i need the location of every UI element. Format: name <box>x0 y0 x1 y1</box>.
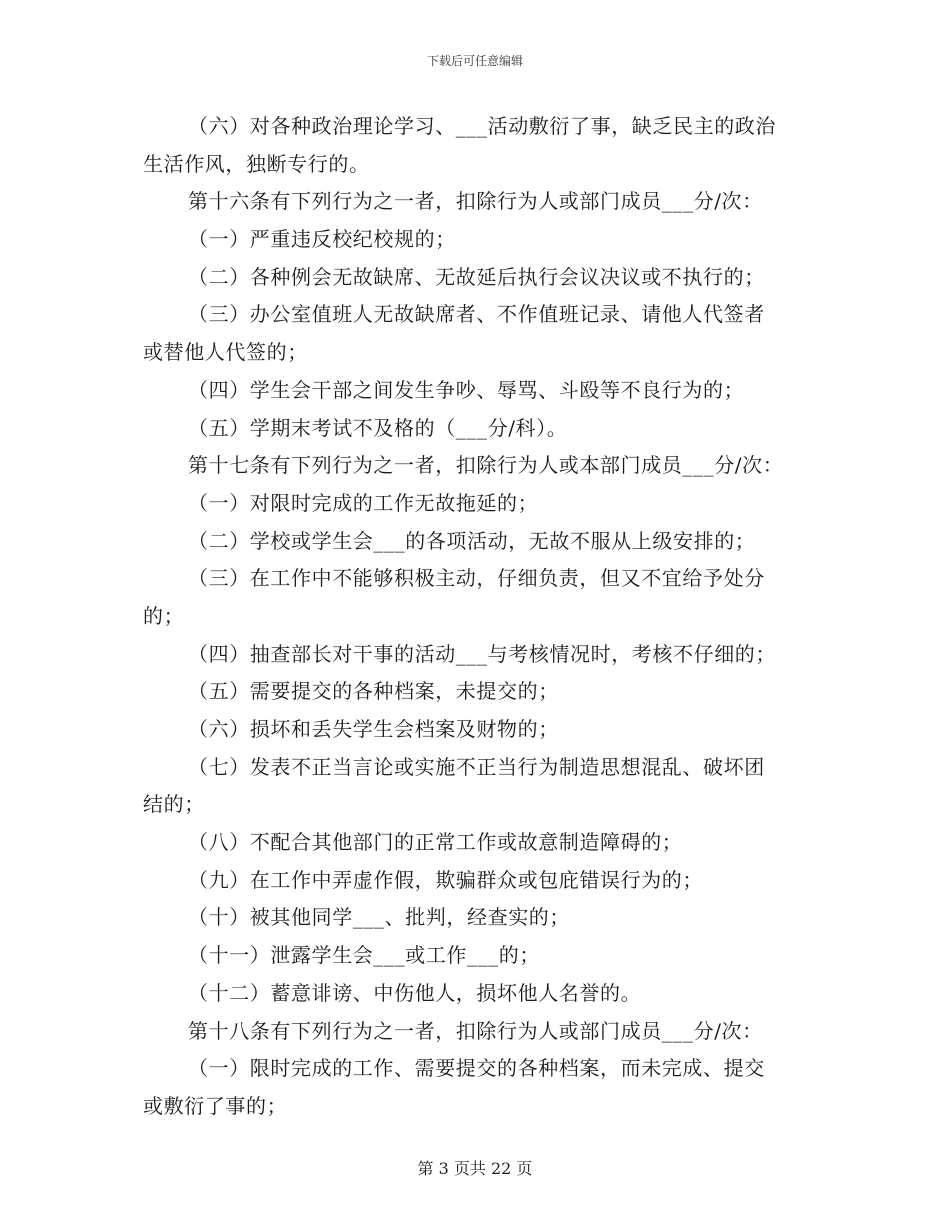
text-line: 的； <box>143 603 185 628</box>
text-line: （四）抽查部长对干事的活动___与考核情况时，考核不仔细的； <box>188 641 776 666</box>
page-header: 下载后可任意编辑 <box>426 54 523 68</box>
page-footer: 第 3 页共 22 页 <box>417 1159 533 1178</box>
text-line: （十二）蓄意诽谤、中伤他人，损坏他人名誉的。 <box>188 980 642 1005</box>
text-line: （六）损坏和丢失学生会档案及财物的； <box>188 717 559 741</box>
text-line: （三）办公室值班人无故缺席者、不作值班记录、请他人代签者 <box>188 302 765 327</box>
text-line: （五）学期末考试不及格的（___分/科）。 <box>188 415 568 440</box>
text-line: （六）对各种政治理论学习、___活动敷衍了事，缺乏民主的政治 <box>188 114 776 138</box>
text-line: （三）在工作中不能够积极主动，仔细负责，但又不宜给予处分 <box>188 566 765 591</box>
text-line: 结的； <box>143 792 205 817</box>
text-line: 或替他人代签的； <box>143 340 308 365</box>
text-line: （十）被其他同学___、批判，经查实的； <box>188 905 570 930</box>
text-line: 第十八条有下列行为之一者，扣除行为人或部门成员___分/次： <box>188 1018 763 1043</box>
text-line: （五）需要提交的各种档案，未提交的； <box>188 679 559 704</box>
text-line: （一）对限时完成的工作无故拖延的； <box>188 490 539 515</box>
text-line: （二）学校或学生会___的各项活动，无故不服从上级安排的； <box>188 528 756 553</box>
text-line: （一）严重违反校纪校规的； <box>188 227 456 252</box>
text-line: （七）发表不正当言论或实施不正当行为制造思想混乱、破坏团 <box>188 754 765 779</box>
text-line: 生活作风，独断专行的。 <box>143 151 370 176</box>
text-line: （八）不配合其他部门的正常工作或故意制造障碍的； <box>188 830 683 855</box>
text-line: （二）各种例会无故缺席、无故延后执行会议决议或不执行的； <box>188 264 765 289</box>
document-body <box>143 108 803 1126</box>
text-line: （一）限时完成的工作、需要提交的各种档案，而未完成、提交 <box>188 1056 765 1081</box>
text-line: 第十七条有下列行为之一者，扣除行为人或本部门成员___分/次： <box>188 453 784 478</box>
text-line: 第十六条有下列行为之一者，扣除行为人或部门成员___分/次： <box>188 189 763 214</box>
text-line: （四）学生会干部之间发生争吵、辱骂、斗殴等不良行为的； <box>188 377 745 402</box>
text-line: （九）在工作中弄虚作假，欺骗群众或包庇错误行为的； <box>188 867 703 892</box>
text-line: 或敷衍了事的； <box>143 1093 288 1118</box>
text-line: （十一）泄露学生会___或工作___的； <box>188 943 540 968</box>
